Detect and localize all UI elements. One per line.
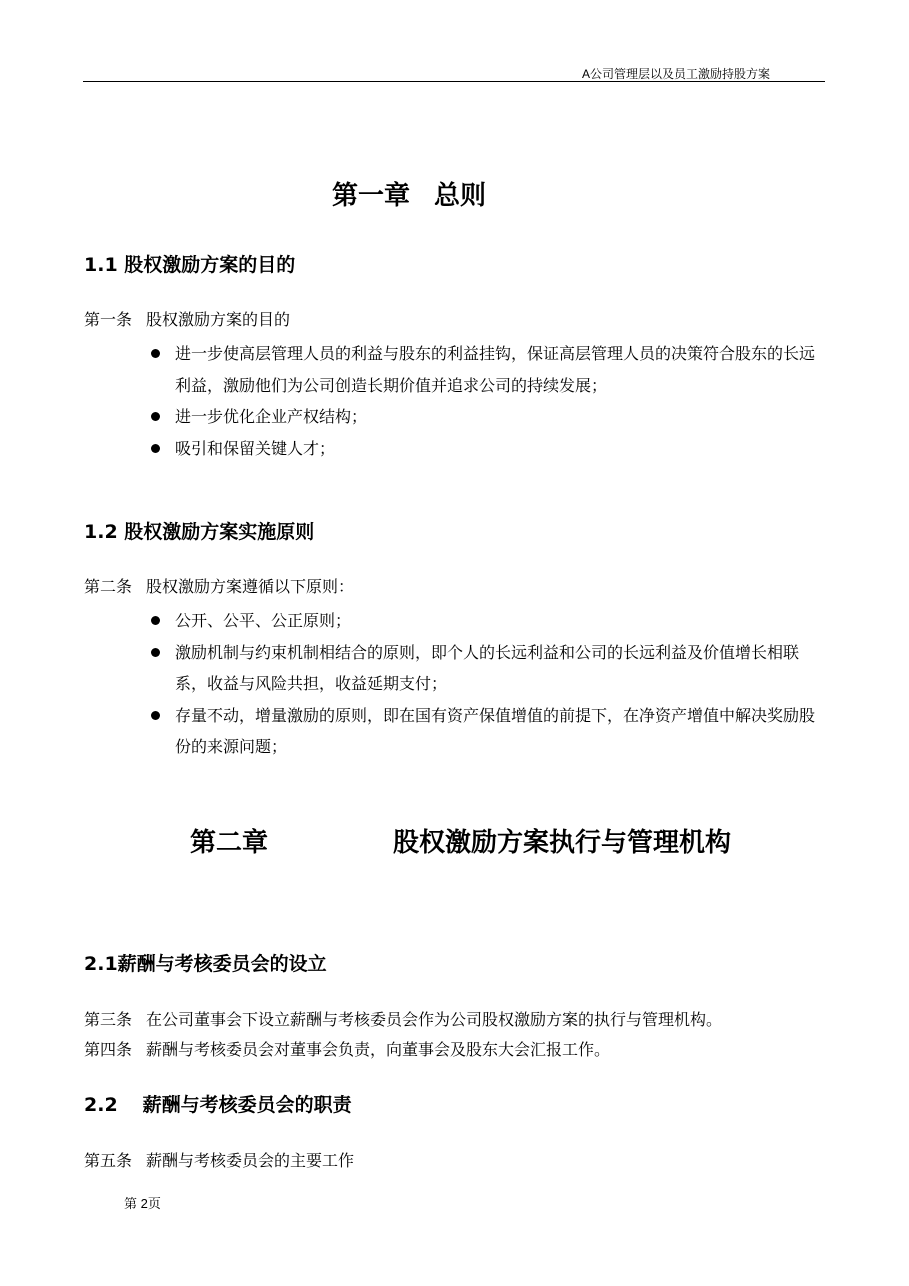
list-item-text: 进一步使高层管理人员的利益与股东的利益挂钩，保证高层管理人员的决策符合股东的长远利益，激励他们为公司创造长期价值并追求公司的持续发展； [175, 344, 816, 395]
list-item [150, 637, 820, 700]
section-1-1-heading: 1.1 股权激励方案的目的 [84, 254, 296, 276]
article-4-text: 薪酬与考核委员会对董事会负责，向董事会及股东大会汇报工作。 [146, 1040, 611, 1059]
article-4-number: 第四条 [84, 1040, 133, 1059]
list-item-text: 进一步优化企业产权结构； [175, 407, 368, 426]
article-2 [84, 576, 354, 598]
chapter-2-number: 第二章 [190, 828, 269, 858]
section-2-2-number: 2.2 [84, 1094, 118, 1116]
chapter-1-name: 总则 [434, 181, 487, 211]
bullet-icon [151, 444, 160, 453]
article-3-number: 第三条 [84, 1010, 133, 1029]
article-2-bullet-list [150, 605, 820, 763]
bullet-icon [151, 349, 160, 358]
page-number: 第 2页 [124, 1196, 161, 1211]
list-item [150, 433, 820, 465]
section-2-2-heading [84, 1093, 352, 1117]
bullet-icon [151, 711, 160, 720]
list-item-text: 存量不动，增量激励的原则，即在国有资产保值增值的前提下，在净资产增值中解决奖励股份的来源问题； [175, 705, 816, 756]
bullet-icon [151, 648, 160, 657]
chapter-1-title [0, 179, 818, 213]
list-item-text: 公开、公平、公正原则； [175, 611, 352, 630]
article-3-text: 在公司董事会下设立薪酬与考核委员会作为公司股权激励方案的执行与管理机构。 [146, 1010, 723, 1029]
section-1-2-heading: 1.2 股权激励方案实施原则 [84, 521, 315, 543]
bullet-icon [151, 412, 160, 421]
article-5-text: 薪酬与考核委员会的主要工作 [146, 1151, 355, 1170]
list-item [150, 605, 820, 637]
list-item-text: 激励机制与约束机制相结合的原则，即个人的长远利益和公司的长远利益及价值增长相联系，收益与风险共担，收益延期支付； [175, 642, 800, 693]
article-3 [84, 1009, 722, 1031]
article-1-text: 股权激励方案的目的 [146, 310, 291, 329]
article-2-number: 第二条 [84, 577, 133, 596]
article-5 [84, 1150, 354, 1172]
list-item [150, 401, 820, 433]
article-1 [84, 309, 290, 331]
list-item-text: 吸引和保留关键人才； [175, 438, 336, 458]
header-divider [83, 81, 825, 82]
chapter-2-name: 股权激励方案执行与管理机构 [393, 828, 732, 858]
list-item [150, 338, 820, 401]
list-item [150, 700, 820, 763]
chapter-1-number: 第一章 [331, 181, 410, 211]
article-5-number: 第五条 [84, 1151, 133, 1170]
section-2-2-title: 薪酬与考核委员会的职责 [142, 1094, 352, 1116]
running-header-title: A公司管理层以及员工激励持股方案 [581, 67, 770, 81]
section-2-1-heading: 2.1薪酬与考核委员会的设立 [84, 953, 327, 975]
article-4 [84, 1039, 610, 1061]
bullet-icon [151, 616, 160, 625]
article-1-bullet-list [150, 338, 820, 464]
article-1-number: 第一条 [84, 310, 133, 329]
article-2-text: 股权激励方案遵循以下原则： [146, 577, 355, 596]
